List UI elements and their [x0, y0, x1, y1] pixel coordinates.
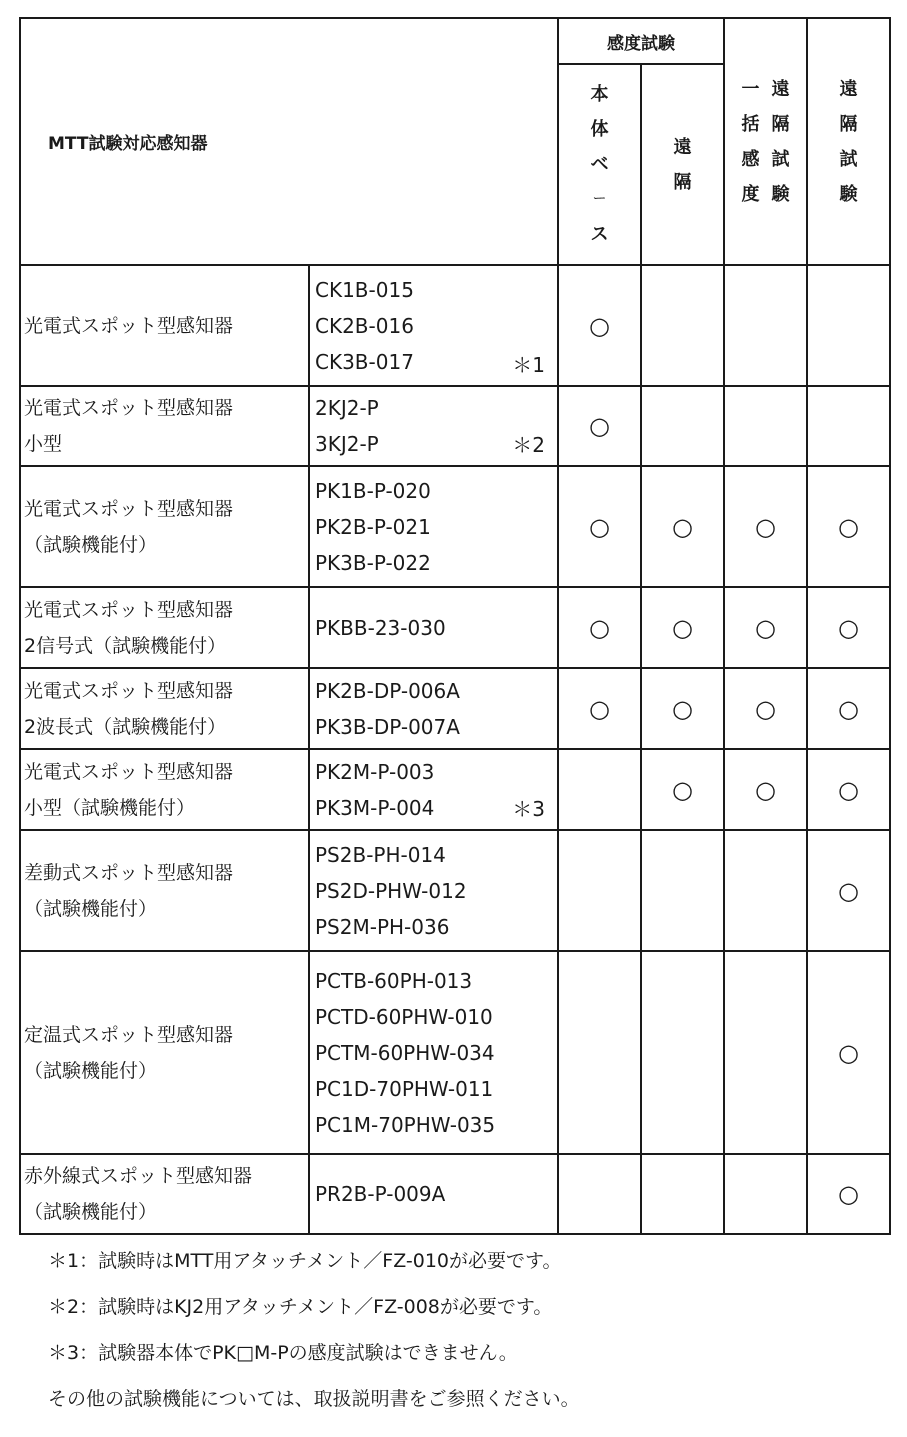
sensor-name: 光電式スポット型感知器 2波長式（試験機能付） [20, 668, 309, 749]
remote-sensitivity-header: 遠 隔 [641, 64, 724, 265]
model-numbers: PKBB-23-030 [309, 587, 558, 668]
mark-remote-sensitivity: ○ [641, 587, 724, 668]
sensor-name: 定温式スポット型感知器 （試験機能付） [20, 951, 309, 1154]
main-base-header: 本 体 ベ ー ス [558, 64, 641, 265]
mark-main-base: ○ [558, 587, 641, 668]
table-row [20, 466, 890, 587]
mark-bulk-sensitivity: ○ [724, 668, 807, 749]
mark-bulk-sensitivity [724, 386, 807, 466]
mark-remote-test [807, 386, 890, 466]
footnote-1: ＊1：試験時はMTT用アタッチメント／FZ-010が必要です。 [48, 1250, 562, 1272]
footnote-3: ＊3：試験器本体でPK□M-Pの感度試験はできません。 [48, 1342, 518, 1364]
mark-bulk-sensitivity [724, 265, 807, 386]
mark-remote-test: ○ [807, 466, 890, 587]
remote-test-header: 遠 隔 試 験 [807, 18, 890, 265]
mark-bulk-sensitivity [724, 951, 807, 1154]
mark-main-base [558, 1154, 641, 1234]
sensor-name: 差動式スポット型感知器 （試験機能付） [20, 830, 309, 951]
table-row [20, 587, 890, 668]
model-numbers: PK2B-DP-006A PK3B-DP-007A [309, 668, 558, 749]
mark-main-base [558, 830, 641, 951]
sensor-name: 光電式スポット型感知器 小型 [20, 386, 309, 466]
table-row [20, 265, 890, 386]
table-row [20, 951, 890, 1154]
table-row [20, 1154, 890, 1234]
mark-remote-test: ○ [807, 749, 890, 830]
sensor-compatibility-table [19, 17, 891, 1235]
mark-remote-sensitivity [641, 951, 724, 1154]
table-row [20, 668, 890, 749]
mark-main-base: ○ [558, 466, 641, 587]
footnotes [48, 1246, 580, 1430]
model-numbers: PK1B-P-020 PK2B-P-021 PK3B-P-022 [309, 466, 558, 587]
mark-main-base: ○ [558, 668, 641, 749]
footnote-general: その他の試験機能については、取扱説明書をご参照ください。 [48, 1388, 580, 1410]
mark-remote-sensitivity [641, 386, 724, 466]
mark-bulk-sensitivity: ○ [724, 587, 807, 668]
mark-main-base: ○ [558, 265, 641, 386]
mark-remote-sensitivity: ○ [641, 668, 724, 749]
note-marker: ＊1 [512, 353, 545, 377]
mark-remote-sensitivity [641, 1154, 724, 1234]
mark-main-base: ○ [558, 386, 641, 466]
remote-test-chars: 遠 隔 試 験 [771, 78, 790, 205]
mark-bulk-sensitivity [724, 830, 807, 951]
mark-remote-test: ○ [807, 830, 890, 951]
model-numbers: 2KJ2-P 3KJ2-P ＊2 [309, 386, 558, 466]
mark-bulk-sensitivity [724, 1154, 807, 1234]
sensor-name: 光電式スポット型感知器 [20, 265, 309, 386]
mark-remote-test: ○ [807, 1154, 890, 1234]
table-title: MTT試験対応感知器 [20, 18, 558, 265]
model-numbers: PCTB-60PH-013 PCTD-60PHW-010 PCTM-60PHW-034 PC1D-70PHW-011 PC1M-70PHW-035 [309, 951, 558, 1154]
sensor-name: 光電式スポット型感知器 小型（試験機能付） [20, 749, 309, 830]
sensor-name: 光電式スポット型感知器 2信号式（試験機能付） [20, 587, 309, 668]
mark-remote-test: ○ [807, 668, 890, 749]
note-marker: ＊2 [512, 433, 545, 457]
mark-main-base [558, 951, 641, 1154]
sensor-name: 赤外線式スポット型感知器 （試験機能付） [20, 1154, 309, 1234]
mark-remote-sensitivity [641, 830, 724, 951]
mark-main-base [558, 749, 641, 830]
mark-remote-sensitivity: ○ [641, 749, 724, 830]
mark-remote-test: ○ [807, 951, 890, 1154]
model-numbers: PR2B-P-009A [309, 1154, 558, 1234]
sensitivity-test-group-header: 感度試験 [558, 18, 724, 64]
mark-remote-test: ○ [807, 587, 890, 668]
mark-bulk-sensitivity: ○ [724, 749, 807, 830]
mark-remote-sensitivity: ○ [641, 466, 724, 587]
mark-remote-test [807, 265, 890, 386]
mark-bulk-sensitivity: ○ [724, 466, 807, 587]
mark-remote-sensitivity [641, 265, 724, 386]
model-numbers: CK1B-015 CK2B-016 CK3B-017 ＊1 [309, 265, 558, 386]
table-row [20, 830, 890, 951]
table-row [20, 386, 890, 466]
model-numbers: PK2M-P-003 PK3M-P-004 ＊3 [309, 749, 558, 830]
bulk-sensitivity-chars: 一 括 感 度 [741, 78, 760, 205]
footnote-2: ＊2：試験時はKJ2用アタッチメント／FZ-008が必要です。 [48, 1296, 553, 1318]
bulk-sensitivity-remote-header [724, 18, 807, 265]
note-marker: ＊3 [512, 797, 545, 821]
model-numbers: PS2B-PH-014 PS2D-PHW-012 PS2M-PH-036 [309, 830, 558, 951]
table-row [20, 749, 890, 830]
sensor-name: 光電式スポット型感知器 （試験機能付） [20, 466, 309, 587]
